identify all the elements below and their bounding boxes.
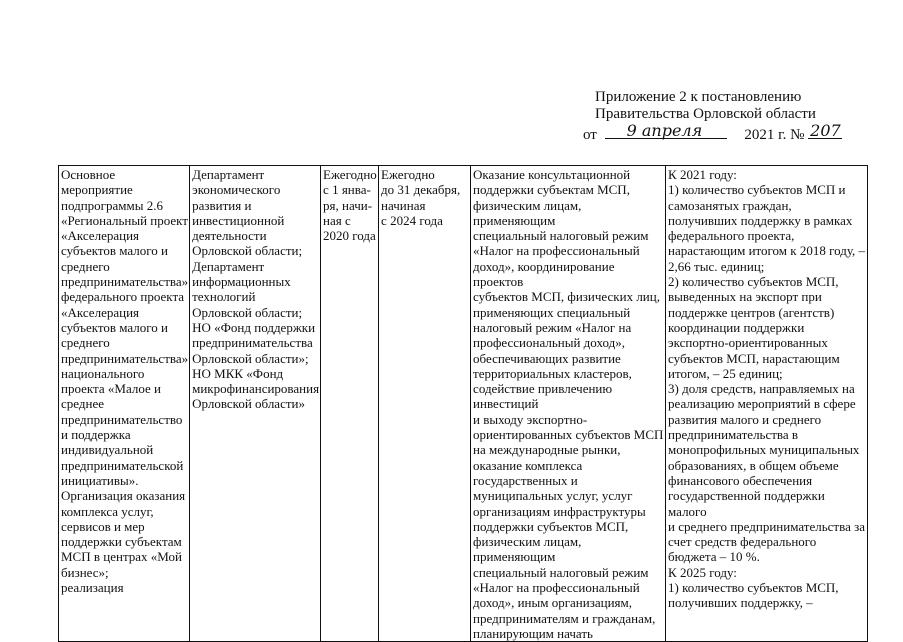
from-label: от [583, 127, 597, 143]
year-label: 2021 г. № [744, 127, 805, 143]
cell-measure: Основное мероприятие подпрограммы 2.6 «Региональный проект «Акселерация субъектов малого и среднего предпринимательства» федерального проекта «Акселерация субъектов малого и среднего предпринимательства» национального проекта «Малое и среднее предпринимательство и поддержка индивидуальной предпринимательской инициативы». Организация оказания комплекса услуг, сервисов и мер поддержки субъектам МСП в центрах «Мой бизнес»; реализация [59, 166, 190, 642]
handwritten-number: 207 [810, 121, 841, 140]
number-signature-line [808, 123, 842, 139]
cell-results: К 2021 году: 1) количество субъектов МСП и самозанятых граждан, получивших поддержку в рамках федерального проекта, нарастающим итогом к 2018 году, – 2,66 тыс. единиц; 2) количество субъектов МСП, выведенных на экспорт при поддержке центров (агентств) координации поддержки экспортно-ориентированных субъектов МСП, нарастающим итогом, – 25 единиц; 3) доля средств, направляемых на реализацию мероприятий в сфере развития малого и среднего предпринимательства в монопрофильных муниципальных образованиях, в общем объеме финансового обеспечения государственной поддержки малого и среднего предпринимательства за счет средств федерального бюджета – 10 %. К 2025 году: 1) количество субъектов МСП, получивших поддержку, – [666, 166, 868, 642]
cell-executor: Департамент экономического развития и инвестиционной деятельности Орловской области; Департамент информационных технологий Орловской области; НО «Фонд поддержки предпринимательства Орловской области»; НО МКК «Фонд микрофинансирования Орловской области» [190, 166, 321, 642]
header-line-2: Правительства Орловской области [595, 106, 816, 122]
date-signature-line [605, 123, 727, 139]
handwritten-date: 9 апреля [626, 121, 703, 140]
document-header [583, 89, 842, 144]
table-row [59, 166, 868, 642]
header-date-line [583, 123, 842, 144]
cell-start-date: Ежегодно с 1 янва- ря, начи- ная с 2020 года [321, 166, 379, 642]
cell-end-date: Ежегодно до 31 декабря, начиная с 2024 года [379, 166, 471, 642]
header-line-1: Приложение 2 к постановлению [595, 89, 802, 105]
cell-content: Оказание консультационной поддержки субъектам МСП, физическим лицам, применяющим специальный налоговый режим «Налог на профессиональный доход», координирование проектов субъектов МСП, физических лиц, применяющих специальный налоговый режим «Налог на профессиональный доход», обеспечивающих развитие территориальных кластеров, содействие привлечению инвестиций и выходу экспортно- ориентированных субъектов МСП на международные рынки, оказание комплекса государственных и муниципальных услуг, услуг организациям инфраструктуры поддержки субъектов МСП, физическим лицам, применяющим специальный налоговый режим «Налог на профессиональный доход», иным организациям, предпринимателям и гражданам, планирующим начать [471, 166, 666, 642]
measures-table [58, 165, 868, 642]
